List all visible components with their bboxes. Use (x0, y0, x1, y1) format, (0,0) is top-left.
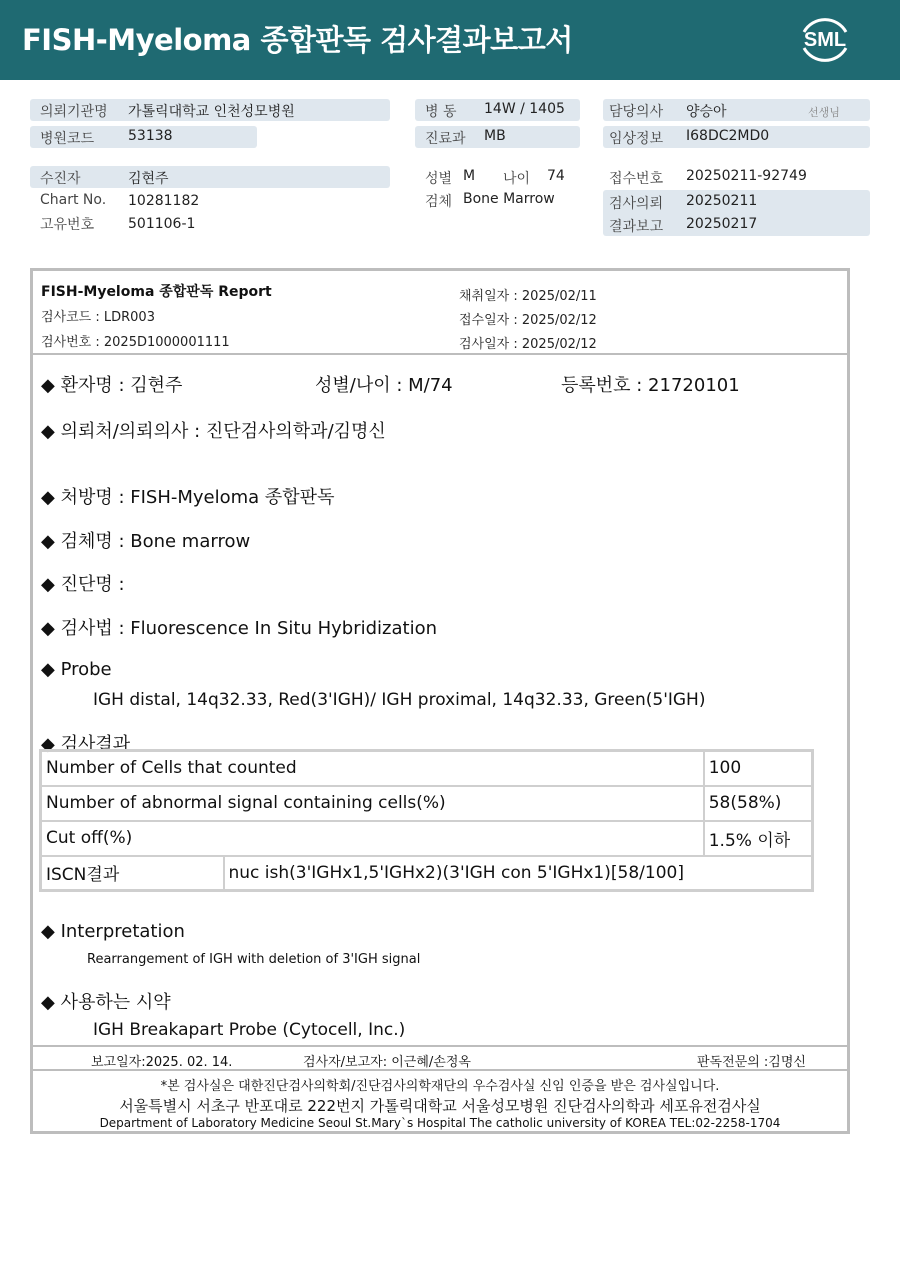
referral: ◆ 의뢰처/의뢰의사 : 진단검사의학과/김명신 (41, 421, 386, 442)
table-row (41, 821, 813, 856)
info-bar (30, 166, 390, 188)
ward-label: 병 동 (425, 104, 457, 120)
specimen-value: Bone Marrow (463, 191, 555, 207)
ward-value: 14W / 1405 (484, 101, 565, 117)
age-label: 나이 (503, 171, 531, 187)
diagnosis: ◆ 진단명 : (41, 574, 125, 595)
report-box (30, 268, 850, 1134)
registration-number: 등록번호 : 21720101 (561, 375, 740, 396)
table-cell: Number of abnormal signal containing cells(%) (41, 786, 704, 821)
department-english: Department of Laboratory Medicine Seoul St.Mary`s Hospital The catholic university of KOREA TEL:02-2258-1704 (99, 1116, 781, 1130)
reading-doctor: 판독전문의 :김명신 (697, 1055, 806, 1070)
result-heading: ◆ 검사결과 (41, 734, 131, 755)
page-title: FISH-Myeloma 종합판독 검사결과보고서 (22, 23, 573, 57)
dept-value: MB (484, 128, 506, 144)
patient-label: 수진자 (40, 171, 81, 187)
table-row (41, 751, 813, 786)
clinical-value: I68DC2MD0 (686, 128, 770, 144)
report-footer-row (33, 1045, 847, 1071)
table-cell: 100 (704, 751, 813, 786)
report-header (33, 271, 847, 355)
table-cell: 1.5% 이하 (704, 821, 813, 856)
sml-logo-icon (794, 10, 856, 68)
doctor-suffix: 선생님 (808, 106, 840, 119)
test-code: 검사코드 : LDR003 (41, 310, 155, 325)
patient-value: 김현주 (128, 171, 169, 187)
doctor-value: 양승아 (686, 104, 727, 120)
chart-label: Chart No. (40, 192, 107, 208)
report-title: FISH-Myeloma 종합판독 Report (41, 284, 272, 300)
certification-note: *본 검사실은 대한진단검사의학회/진단검사의학재단의 우수검사실 신임 인증을 받은 검사실입니다. (160, 1079, 720, 1094)
specimen-label: 검체 (425, 194, 453, 210)
specimen-name: ◆ 검체명 : Bone marrow (41, 531, 251, 552)
dept-label: 진료과 (425, 131, 466, 147)
request-value: 20250211 (686, 193, 758, 209)
table-cell: Cut off(%) (41, 821, 704, 856)
probe-heading: ◆ Probe (41, 659, 112, 680)
report-date: 보고일자:2025. 02. 14. (91, 1055, 233, 1070)
test-method: ◆ 검사법 : Fluorescence In Situ Hybridization (41, 618, 437, 639)
accession-label: 접수번호 (609, 171, 664, 187)
interpretation-text: Rearrangement of IGH with deletion of 3'IGH signal (87, 952, 421, 967)
patient-name: ◆ 환자명 : 김현주 (41, 375, 183, 396)
sex-label: 성별 (425, 171, 453, 187)
examiner: 검사자/보고자: 이근혜/손정옥 (303, 1055, 471, 1070)
table-cell: Number of Cells that counted (41, 751, 704, 786)
accession-value: 20250211-92749 (686, 168, 807, 184)
sex-age: 성별/나이 : M/74 (315, 375, 453, 396)
logo-text: SML (803, 29, 847, 51)
request-label: 검사의뢰 (609, 196, 664, 212)
sex-value: M (463, 168, 476, 184)
result-table (39, 749, 814, 892)
prescription: ◆ 처방명 : FISH-Myeloma 종합판독 (41, 487, 335, 508)
hospital-code-value: 53138 (128, 128, 173, 144)
table-row (41, 856, 813, 891)
age-value: 74 (547, 168, 565, 184)
exam-date: 검사일자 : 2025/02/12 (459, 337, 597, 352)
chart-value: 10281182 (128, 193, 200, 209)
interpretation-heading: ◆ Interpretation (41, 921, 185, 942)
clinical-label: 임상정보 (609, 131, 664, 147)
iscn-label: ISCN결과 (41, 856, 224, 891)
receipt-date: 접수일자 : 2025/02/12 (459, 313, 597, 328)
table-cell: 58(58%) (704, 786, 813, 821)
hospital-code-label: 병원코드 (40, 131, 95, 147)
result-label: 결과보고 (609, 219, 664, 235)
iscn-value: nuc ish(3'IGHx1,5'IGHx2)(3'IGH con 5'IGHx1)[58/100] (224, 856, 813, 891)
uid-label: 고유번호 (40, 217, 95, 233)
collect-date: 채취일자 : 2025/02/11 (459, 289, 597, 304)
header-bar (0, 0, 900, 80)
table-row (41, 786, 813, 821)
lab-address: 서울특별시 서초구 반포대로 222번지 가톨릭대학교 서울성모병원 진단검사의학과 세포유전검사실 (119, 1097, 761, 1115)
reagent-text: IGH Breakapart Probe (Cytocell, Inc.) (93, 1020, 406, 1040)
institution-value: 가톨릭대학교 인천성모병원 (128, 104, 295, 120)
reagent-heading: ◆ 사용하는 시약 (41, 992, 171, 1013)
institution-label: 의뢰기관명 (40, 104, 108, 120)
test-number: 검사번호 : 2025D1000001111 (41, 335, 230, 350)
uid-value: 501106-1 (128, 216, 196, 232)
probe-description: IGH distal, 14q32.33, Red(3'IGH)/ IGH proximal, 14q32.33, Green(5'IGH) (93, 690, 706, 710)
result-value: 20250217 (686, 216, 758, 232)
doctor-label: 담당의사 (609, 104, 664, 120)
